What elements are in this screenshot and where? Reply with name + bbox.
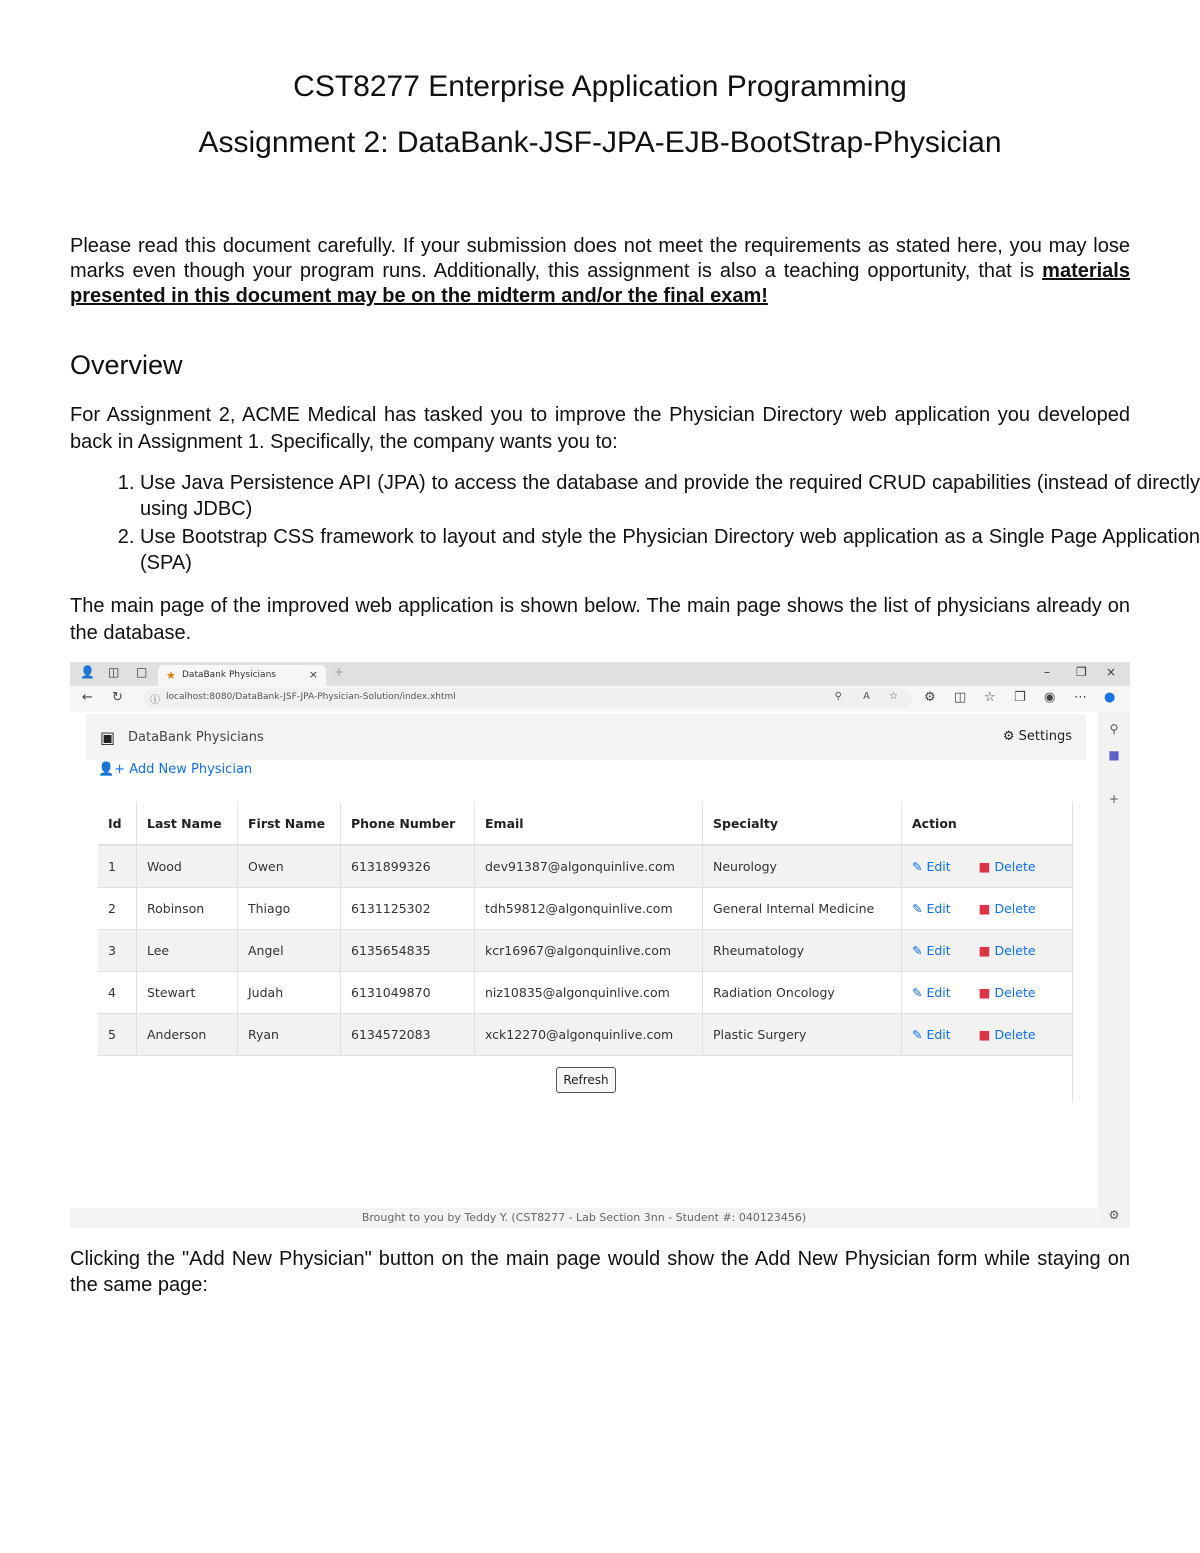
overview-heading: Overview — [70, 350, 183, 380]
edit-label: Edit — [926, 985, 951, 1000]
column-header: First Name — [238, 802, 341, 845]
url-field[interactable] — [144, 688, 912, 708]
cell-id: 1 — [98, 845, 137, 888]
table-row — [98, 972, 1072, 1014]
cell-first-name: Owen — [238, 845, 341, 888]
copilot-icon[interactable]: ● — [1104, 690, 1116, 705]
edit-label: Edit — [926, 859, 951, 874]
cell-email: kcr16967@algonquinlive.com — [475, 930, 703, 972]
column-header: Action — [902, 802, 1073, 845]
intro-emphasis: materials presented in this document may be on the midterm and/or the final exam! — [70, 260, 1130, 307]
refresh-browser-icon[interactable]: ↻ — [112, 690, 123, 705]
close-tab-icon[interactable]: × — [308, 668, 318, 681]
edit-label: Edit — [926, 1027, 951, 1042]
delete-label: Delete — [994, 859, 1036, 874]
sidebar-settings-icon[interactable]: ⚙ — [1108, 1208, 1120, 1222]
cell-phone: 6131049870 — [341, 972, 475, 1014]
gear-icon: ⚙ — [1002, 729, 1015, 744]
address-bar — [70, 686, 1130, 712]
app-navbar — [86, 714, 1086, 760]
cell-specialty: Plastic Surgery — [703, 1014, 902, 1056]
table-row — [98, 888, 1072, 930]
intro-paragraph — [70, 234, 1130, 309]
table-header-row — [98, 802, 1072, 845]
contact-book-icon: ▣ — [100, 728, 116, 747]
delete-label: Delete — [994, 985, 1036, 1000]
workspaces-icon[interactable]: ◫ — [108, 665, 120, 679]
table-row — [98, 845, 1072, 888]
table-row — [98, 1014, 1072, 1056]
cell-id: 4 — [98, 972, 137, 1014]
extensions-icon[interactable]: ⚙ — [924, 690, 936, 705]
app-footer: Brought to you by Teddy Y. (CST8277 - Lab Section 3nn - Student #: 040123456) — [70, 1208, 1098, 1228]
profile-icon[interactable]: 👤 — [80, 665, 95, 679]
read-aloud-icon[interactable]: A — [863, 691, 870, 702]
cell-action — [902, 930, 1073, 972]
delete-label: Delete — [994, 1027, 1036, 1042]
trash-icon: ■ — [978, 859, 991, 874]
copilot-extension-icon[interactable]: ◉ — [1044, 690, 1056, 705]
delete-label: Delete — [994, 901, 1036, 916]
cell-email: dev91387@algonquinlive.com — [475, 845, 703, 888]
column-header: Phone Number — [341, 802, 475, 845]
cell-phone: 6131125302 — [341, 888, 475, 930]
delete-button[interactable] — [979, 901, 1036, 916]
cell-id: 5 — [98, 1014, 137, 1056]
tab-actions-icon[interactable]: □ — [136, 665, 148, 679]
favorite-icon[interactable]: ☆ — [889, 691, 898, 702]
edit-label: Edit — [926, 943, 951, 958]
cell-specialty: Radiation Oncology — [703, 972, 902, 1014]
app-screenshot — [70, 662, 1130, 1228]
url-text: localhost:8080/DataBank-JSF-JPA-Physician-Solution/index.xhtml — [166, 692, 456, 702]
add-new-physician-label: Add New Physician — [129, 762, 253, 777]
refresh-button[interactable]: Refresh — [556, 1067, 616, 1093]
cell-id: 2 — [98, 888, 137, 930]
intro-text: Please read this document carefully. If your submission does not meet the requirements as stated here, you may lose marks even though your program runs. Additionally, this assignment is also a teaching opportunity, that is — [70, 235, 1130, 282]
click-paragraph: Clicking the "Add New Physician" button on the main page would show the Add New Physician form while staying on the same page: — [70, 1248, 1130, 1296]
trash-icon: ■ — [978, 901, 991, 916]
add-new-physician-button[interactable] — [98, 762, 252, 777]
settings-link[interactable] — [1003, 729, 1072, 744]
cell-specialty: Rheumatology — [703, 930, 902, 972]
add-sidebar-icon[interactable]: + — [1108, 792, 1120, 806]
cell-last-name: Anderson — [137, 1014, 238, 1056]
settings-label: Settings — [1018, 729, 1072, 744]
cell-first-name: Judah — [238, 972, 341, 1014]
cell-action — [902, 1014, 1073, 1056]
cell-phone: 6131899326 — [341, 845, 475, 888]
new-tab-icon[interactable]: + — [334, 665, 345, 679]
browser-sidebar — [1098, 712, 1130, 1228]
cell-last-name: Stewart — [137, 972, 238, 1014]
trash-icon: ■ — [978, 1027, 991, 1042]
split-screen-icon[interactable]: ◫ — [954, 690, 967, 705]
requirement-item: 2. Use Bootstrap CSS framework to layout and style the Physician Directory web application as a Single Page Application (SPA) — [140, 524, 1200, 576]
column-header: Last Name — [137, 802, 238, 845]
delete-button[interactable] — [979, 859, 1036, 874]
tab-title: DataBank Physicians — [182, 670, 276, 680]
edit-button[interactable]: ✎ Edit — [912, 1027, 951, 1042]
cell-last-name: Wood — [137, 845, 238, 888]
cell-id: 3 — [98, 930, 137, 972]
edit-button[interactable]: ✎ Edit — [912, 859, 951, 874]
trash-icon: ■ — [978, 985, 991, 1000]
trash-icon: ■ — [978, 943, 991, 958]
browser-tab[interactable] — [158, 665, 326, 686]
browser-tab-bar — [70, 662, 1130, 686]
edit-label: Edit — [926, 901, 951, 916]
requirements-list — [70, 470, 1200, 578]
back-icon[interactable]: ← — [82, 690, 93, 705]
column-header: Specialty — [703, 802, 902, 845]
cell-action — [902, 845, 1073, 888]
favicon-icon: ★ — [166, 669, 176, 682]
table-row — [98, 930, 1072, 972]
user-plus-icon: 👤+ — [98, 762, 126, 777]
more-icon[interactable]: ⋯ — [1074, 690, 1087, 705]
delete-button[interactable] — [979, 985, 1036, 1000]
overview-paragraph: For Assignment 2, ACME Medical has tasked you to improve the Physician Directory web application you developed back in Assignment 1. Specifically, the company wants you to: — [70, 404, 1130, 453]
cell-last-name: Lee — [137, 930, 238, 972]
collections-icon[interactable]: ❐ — [1014, 690, 1026, 705]
cell-email: tdh59812@algonquinlive.com — [475, 888, 703, 930]
teams-icon[interactable]: ■ — [1108, 748, 1120, 762]
cell-action — [902, 972, 1073, 1014]
edit-button[interactable]: ✎ Edit — [912, 943, 951, 958]
cell-phone: 6135654835 — [341, 930, 475, 972]
search-icon[interactable]: ⚲ — [1109, 722, 1119, 736]
cell-first-name: Angel — [238, 930, 341, 972]
delete-label: Delete — [994, 943, 1036, 958]
cell-first-name: Ryan — [238, 1014, 341, 1056]
info-icon: ⓘ — [150, 695, 160, 706]
delete-button[interactable] — [979, 943, 1036, 958]
column-header: Id — [98, 802, 137, 845]
edit-button[interactable]: ✎ Edit — [912, 985, 951, 1000]
requirement-item: 1. Use Java Persistence API (JPA) to access the database and provide the required CRUD capabilities (instead of directly using JDBC) — [140, 470, 1200, 522]
restore-icon[interactable]: ❐ — [1076, 665, 1087, 679]
cell-phone: 6134572083 — [341, 1014, 475, 1056]
cell-email: niz10835@algonquinlive.com — [475, 972, 703, 1014]
main-page-paragraph: The main page of the improved web application is shown below. The main page shows the list of physicians already on the database. — [70, 595, 1130, 644]
close-window-icon[interactable]: × — [1106, 665, 1117, 679]
favorites-bar-icon[interactable]: ☆ — [984, 690, 996, 705]
cell-first-name: Thiago — [238, 888, 341, 930]
physicians-table — [98, 802, 1072, 1056]
cell-specialty: Neurology — [703, 845, 902, 888]
delete-button[interactable] — [979, 1027, 1036, 1042]
minimize-icon[interactable]: – — [1044, 665, 1050, 679]
cell-specialty: General Internal Medicine — [703, 888, 902, 930]
cell-last-name: Robinson — [137, 888, 238, 930]
column-header: Email — [475, 802, 703, 845]
cell-email: xck12270@algonquinlive.com — [475, 1014, 703, 1056]
document-title: CST8277 Enterprise Application Programming — [293, 70, 907, 103]
zoom-icon[interactable]: ⚲ — [834, 691, 842, 702]
cell-action — [902, 888, 1073, 930]
app-brand[interactable]: DataBank Physicians — [128, 730, 264, 745]
edit-button[interactable]: ✎ Edit — [912, 901, 951, 916]
document-subtitle: Assignment 2: DataBank-JSF-JPA-EJB-BootStrap-Physician — [198, 126, 1002, 159]
